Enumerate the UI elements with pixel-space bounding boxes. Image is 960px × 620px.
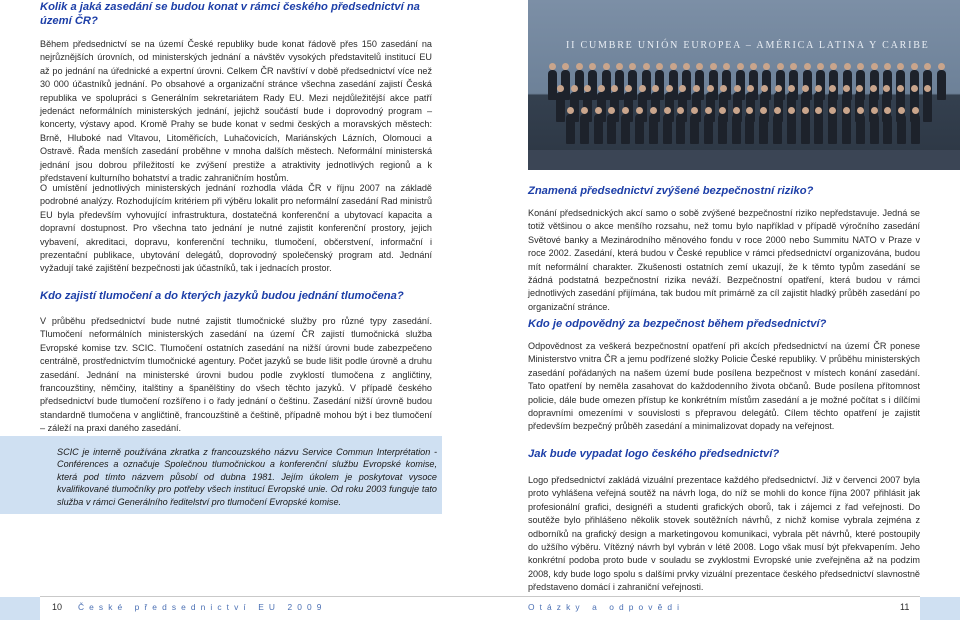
photo-person <box>787 114 796 144</box>
left-paragraph-locations: O umístění jednotlivých ministerských jednání rozhodla vláda ČR v říjnu 2007 na základě podrobné analýzy. Rozhodujícím kritériem při výběru lokalit pro neformální zasedání Rad ministrů EU byla především vyhovující infrastruktura, dostatečná konferenční a ubytovací kapacita a dopravní dostupnost. Pro všechna tato jednání je nutné zajistit konferenční prostory, jejich vybavení, akreditaci, dopravu, konferenční techniku, tlumočení, občerstvení, informační i prezentační publikace, ubytování delegátů, doprovodný společenský program atd. Jednání vyžadují také zajištění bezpečnosti jak účastníků, tak i jednacích prostor. <box>40 183 432 274</box>
photo-person <box>773 114 782 144</box>
photo-person <box>718 114 727 144</box>
photo-person <box>814 114 823 144</box>
photo-person <box>594 114 603 144</box>
right-page-number: 11 <box>900 602 910 612</box>
photo-person <box>801 114 810 144</box>
photo-banner-text: II CUMBRE UNIÓN EUROPEA – AMÉRICA LATINA Y CARIBE <box>566 40 930 51</box>
photo-person <box>883 114 892 144</box>
photo-person <box>759 114 768 144</box>
photo-person <box>566 114 575 144</box>
photo-person <box>556 92 565 122</box>
photo-person <box>828 114 837 144</box>
photo-person <box>607 114 616 144</box>
photo-person <box>704 114 713 144</box>
right-paragraph-security-responsibility: Odpovědnost za veškerá bezpečnostní opatření při akcích předsednictví na území ČR ponese Ministerstvo vnitra ČR a jemu podřízené složky Policie České republiky. V průběhu ministerských zasedání pořádaných na našem území bude posílena bezpečnost v místech konání zasedání. Tato opatření by neměla zasahovat do každodenního života občanů. Bude posílena přítomnost policie, dále bude omezen přístup ke konkrétním místům zasedání a je možné počítat s i dílčími dopravními omezeními v souvislosti s přepravou delegátů. Cílem těchto opatření je zajistit především bezpečný průběh zasedání a minimalizovat dopady na veřejnost. <box>528 341 920 432</box>
left-paragraph-interpreting: V průběhu předsednictví bude nutné zajistit tlumočnické služby pro různé typy zasedání. Tlumočení neformálních ministerských zasedání na území ČR zajistí tlumočnická služba Evropské komise tzv. SCIC. Tlumočení ostatních zasedání na nižší úrovni bude zabezpečeno centrálně, prostřednictvím tlumočnické agentury. Počet jazyků se bude lišit podle úrovně a druhu zasedání. Jednání na ministerské úrovni budou podle zvyklostí tlumočena z angličtiny, francouzštiny, němčiny, italštiny a španělštiny do všech těchto jazyků. V případě českého předsednictví bude tlumočení rozšířeno i o řady jednání o češtinu. Zasedání nižší úrovně budou standardně tlumočena v angličtině, francouzštině a češtině, případně mohou být i bez tlumočení – záleží na praxi daného zasedání. <box>40 316 432 434</box>
photo-person <box>911 114 920 144</box>
left-page-number: 10 <box>52 602 63 612</box>
photo-person <box>870 114 879 144</box>
photo-person <box>621 114 630 144</box>
left-page-tab <box>0 597 40 620</box>
right-heading-logo: Jak bude vypadat logo českého předsednictví? <box>528 448 780 460</box>
left-paragraph-meetings: Během předsednictví se na území České republiky bude konat řádově přes 150 zasedání na nejrůznějších úrovních, od ministerských jednání a návštěv vysokých představitelů institucí EU až po jednání na úřednické a expertní úrovni. Celkem ČR navštíví v době předsednictví více než 30 000 účastníků jednání. Po obsahové a organizační stránce všechna zasedání zajistí Česká republika ve spolupráci s Generálním sekretariátem Rady EU. Mezi nejdůležitější akce patří jedenáct neformálních ministerských jednání, jejichž součástí bude i doprovodný program – koncerty, výstavy apod. Kromě Prahy se bude konat v sedmi českých a moravských městech: Brně, Hluboké nad Vltavou, Litoměřicích, Luhačovicích, Mariánských Lázních, Olomouci a Ostravě. Řada menších zasedání proběhne v mnoha dalších městech. Neformální ministerská jednání jsou dobrou příležitostí ke zvýšení prestiže a atraktivity jednotlivých regionů a k představení kulturního bohatství a tradic zahraničním hostům. <box>40 39 432 184</box>
photo-person <box>635 114 644 144</box>
photo-person <box>676 114 685 144</box>
left-heading-attendance: Kolik a jaká zasedání se budou konat v rámci českého předsednictví na území ČR? <box>40 1 420 27</box>
photo-person <box>732 114 741 144</box>
photo-person <box>745 114 754 144</box>
photo-foreground-flags <box>528 150 960 170</box>
left-running-title: České předsednictví EU 2009 <box>78 602 327 612</box>
photo-person <box>842 114 851 144</box>
right-running-title: Otázky a odpovědi <box>528 602 685 612</box>
left-heading-interpreting: Kdo zajistí tlumočení a do kterých jazyků budou jednání tlumočena? <box>40 290 404 302</box>
footer-rule <box>40 596 920 597</box>
photo-person <box>690 114 699 144</box>
right-paragraph-security-risk: Konání předsednických akcí samo o sobě zvýšené bezpečnostní riziko nepředstavuje. Jedná se totiž většinou o akce menšího rozsahu, než tomu bylo například v případě výročního zasedání Světové banky a Mezinárodního měnového fondu v roce 2000 nebo Summitu NATO v Praze v roce 2002. Zasedání, která budou v České republice v rámci předsednictví organizována, budou mít neformální charakter. Zkušenosti ostatních zemí ukazují, že k těmto typům zasedání se žádná podstatná bezpečnostní rizika neváží. Bezpečnostní opatření, která budou v rámci jednotlivých zasedání přijímána, tak budou mít primárně za cíl zajistit hladký průběh zasedání po organizační stránce. <box>528 208 920 312</box>
right-page-tab <box>920 597 960 620</box>
photo-person <box>663 114 672 144</box>
photo-person <box>649 114 658 144</box>
photo-person <box>937 70 946 100</box>
photo-person <box>856 114 865 144</box>
photo-person <box>580 114 589 144</box>
photo-person <box>897 114 906 144</box>
right-heading-security-responsibility: Kdo je odpovědný za bezpečnost během předsednictví? <box>528 318 827 330</box>
right-heading-security-risk: Znamená předsednictví zvýšené bezpečnostní riziko? <box>528 185 814 197</box>
photo-person <box>923 92 932 122</box>
scic-info-text: SCIC je interně používána zkratka z francouzského názvu Service Commun Interprétation -Conférences a označuje Společnou tlumočnickou a konferenční službu Evropské komise, která pod tímto názvem působí od dubna 1981. Jejím úkolem je poskytovat vysoce kvalifikované tlumočníky pro potřeby všech institucí Evropské unie. Od roku 2003 funguje tato služba v rámci Generálního ředitelství pro tlumočení Evropské komise. <box>57 447 437 507</box>
right-paragraph-logo: Logo předsednictví zakládá vizuální prezentace každého předsednictví. Již v červenci 2007 byla proto vyhlášena veřejná soutěž na návrh loga, do níž se mohli do konce října 2007 přihlásit jak profesionální grafici, designéři a studenti grafických oborů, tak i zájemci z řad veřejnosti. Do soutěže bylo přihlášeno několik stovek soutěžních návrhů, z nichž komise vybrala zejména z odborníků na grafický design a marketingovou komunikaci, vybrala pět návrhů, které postoupily do užšího výběru. Vítězný návrh byl vybrán v létě 2008. Logo však musí být překvapením. Jeho konkrétní podoba proto bude v souladu se zvyklostmi Evropské unie zveřejněna až na podzim 2008, kdy bude logo spolu s dalšími prvky vizuální prezentace českého předsednictví slavnostně představeno domácí i zahraniční veřejnosti. <box>528 475 920 593</box>
summit-group-photo <box>528 0 960 170</box>
